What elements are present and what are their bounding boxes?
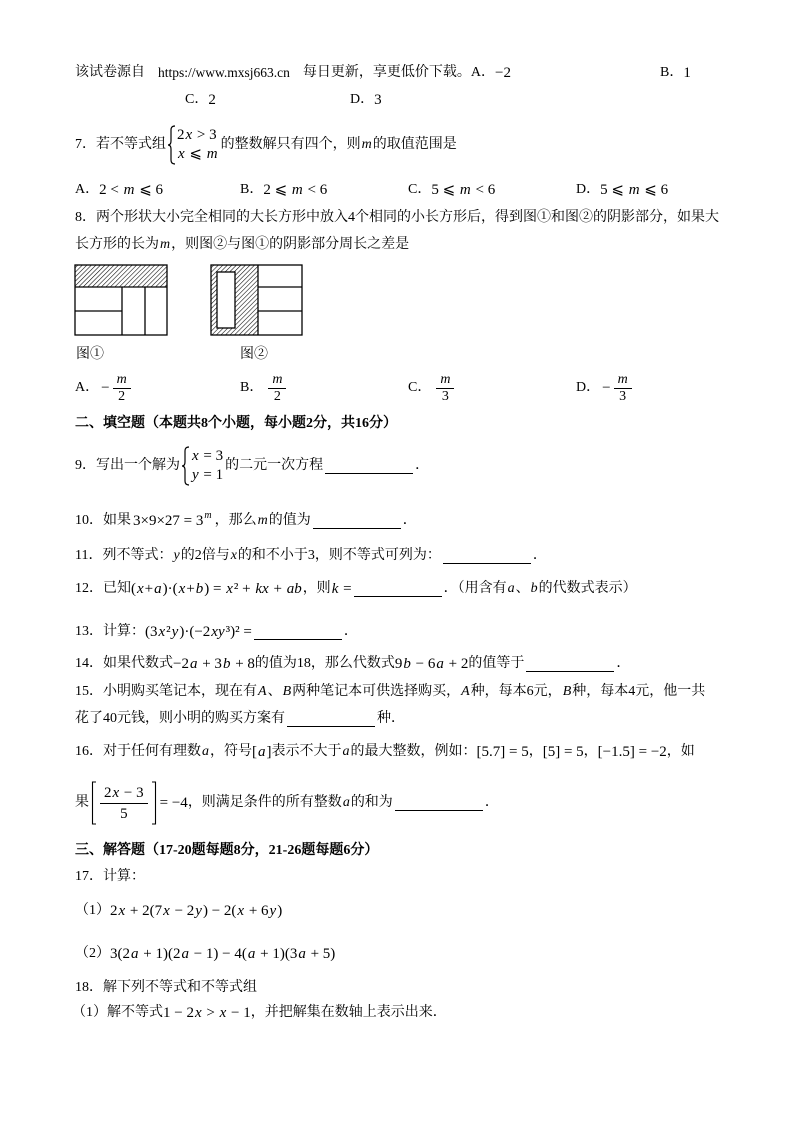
option-value: 3 (374, 92, 382, 108)
option-label: B． (240, 380, 264, 395)
question-16-line-2 (75, 780, 499, 826)
option-fraction (436, 372, 454, 405)
option-label: D． (576, 380, 601, 395)
figure-1-label: 图① (76, 347, 104, 362)
expression-base: 3×9×27 = 3 (133, 513, 204, 529)
question-17-part-2 (75, 943, 335, 965)
q7-option-c (408, 180, 495, 200)
question-text: 已知 (103, 581, 131, 596)
q6-option-d (350, 90, 382, 110)
option-fraction (614, 372, 632, 405)
option-value: 1 (683, 65, 691, 81)
q8-option-a (75, 370, 134, 406)
math-expression (133, 511, 213, 531)
question-text: ，那么m的值为 (214, 513, 311, 528)
floor-fraction (100, 783, 148, 824)
question-text: 计算： (103, 624, 145, 639)
math-expression: k = (331, 581, 352, 597)
question-text: 解下列不等式和不等式组 (103, 980, 257, 995)
fraction-denominator: 2 (273, 388, 281, 404)
fraction-denominator: 5 (120, 805, 128, 822)
brace-icon (181, 446, 190, 486)
fraction-numerator: m (436, 372, 454, 389)
option-label: B． (240, 182, 264, 197)
question-number: 13． (75, 624, 103, 639)
separator: ， (528, 744, 543, 759)
question-number: 12． (75, 581, 103, 596)
answer-blank (443, 549, 531, 564)
answer-blank (526, 657, 614, 672)
header-line (75, 63, 511, 83)
option-label: A． (75, 380, 100, 395)
question-text: 表示不大于a的最大整数，例如： (271, 744, 477, 759)
q7-option-d (576, 180, 668, 200)
equation-system (181, 446, 223, 486)
question-8-line-1 (75, 208, 719, 228)
question-15-line-2 (75, 709, 405, 729)
question-end: ． (343, 624, 358, 639)
shaded-region (75, 265, 167, 287)
q8-option-d (576, 370, 635, 406)
option-label: C． (185, 92, 209, 107)
question-15-line-1 (75, 682, 705, 702)
q6-option-b (660, 63, 691, 83)
question-text: 写出一个解为 (96, 458, 180, 473)
exponent: m (204, 510, 212, 521)
q7-option-a (75, 180, 163, 200)
question-text: 两个形状大小完全相同的大长方形中放入4个相同的小长方形后，得到图①和图②的阴影部分，如果大 (96, 210, 719, 225)
option-value: 2 (208, 92, 216, 108)
option-value: 5 ⩽ m ⩽ 6 (600, 182, 669, 198)
question-end: ． (402, 513, 417, 528)
part-label: （1） (72, 1005, 107, 1020)
option-sign: − (602, 380, 611, 396)
figure-2 (210, 264, 305, 337)
answer-blank (395, 796, 483, 811)
question-text: 长方形的长为m，则图②与图①的阴影部分周长之差是 (75, 237, 410, 252)
option-label: C． (408, 182, 432, 197)
question-text: 果 (75, 795, 89, 810)
brace-icon (167, 125, 176, 165)
part-label: （1） (75, 903, 110, 918)
separator: ， (583, 744, 598, 759)
question-17-part-1 (75, 900, 282, 922)
question-text: 若不等式组 (96, 137, 166, 152)
option-sign: − (101, 380, 110, 396)
question-text: 对于任何有理数a，符号 (103, 744, 252, 759)
question-9 (75, 445, 429, 487)
math-expression: 3(2a + 1)(2a − 1) − 4(a + 1)(3a + 5) (110, 946, 336, 962)
question-text: ，则满足条件的所有整数a的和为 (187, 795, 393, 810)
question-text: ，则 (302, 581, 331, 596)
answer-blank (287, 712, 375, 727)
system-row: 2x > 3 (177, 127, 217, 143)
question-text: 解不等式 (107, 1005, 163, 1020)
answer-blank (313, 514, 401, 529)
option-value: 2 ⩽ m < 6 (263, 182, 328, 198)
question-end: ． (532, 548, 547, 563)
question-text: 小明购买笔记本，现在有A、B两种笔记本可供选择购买，A种，每本6元，B种，每本4元，他一共 (103, 684, 706, 699)
fraction-denominator: 3 (619, 388, 627, 404)
option-label: C． (408, 380, 432, 395)
q8-option-b (240, 370, 289, 406)
promo-text: 每日更新，享更低价下载。 (302, 65, 471, 80)
question-10 (75, 511, 417, 531)
fraction-numerator: m (268, 372, 286, 389)
fraction-numerator: m (614, 372, 632, 389)
question-number: 11． (75, 548, 103, 563)
question-text: 如果代数式 (103, 656, 173, 671)
math-expression: [a] (252, 744, 272, 760)
option-label: D． (350, 92, 375, 107)
question-end: ．（用含有a、b的代数式表示） (443, 581, 637, 596)
option-label: A． (75, 182, 100, 197)
q6-option-c (185, 90, 216, 110)
example-expression: [−1.5] = −2 (597, 744, 667, 760)
figure-2-label: 图② (240, 347, 268, 362)
question-text: 的值为18，那么代数式 (254, 656, 395, 671)
option-value: 5 ⩽ m < 6 (431, 182, 496, 198)
figure-1 (74, 264, 169, 337)
math-expression: (3x²y)·(−2xy³)² = (145, 624, 252, 640)
question-text: 列不等式：y的2倍与x的和不小于3，则不等式可列为： (102, 548, 441, 563)
system-row: y = 1 (192, 467, 224, 483)
question-number: 7． (75, 137, 96, 152)
q8-option-c (408, 370, 457, 406)
question-8-line-2 (75, 235, 409, 255)
question-7 (75, 124, 457, 166)
question-end: ． (415, 458, 430, 473)
system-row: x = 3 (192, 448, 224, 464)
source-url: https://www.mxsj663.cn (158, 65, 290, 80)
question-end: 种． (377, 711, 405, 726)
question-11 (75, 546, 547, 566)
option-value: −2 (495, 65, 511, 81)
small-rectangle (217, 272, 235, 328)
math-expression: 9b − 6a + 2 (394, 656, 469, 672)
question-text: 的值等于 (468, 656, 525, 671)
math-expression: 2x + 2(7x − 2y) − 2(x + 6y) (110, 903, 283, 919)
option-value: 2 < m ⩽ 6 (99, 182, 164, 198)
option-fraction (268, 372, 286, 405)
question-number: 9． (75, 458, 96, 473)
fraction-denominator: 3 (441, 388, 449, 404)
question-end: ． (484, 795, 499, 810)
section-2-title: 二、填空题（本题共8个小题，每小题2分，共16分） (75, 416, 397, 431)
answer-blank (254, 625, 342, 640)
part-label: （2） (75, 946, 110, 961)
question-number: 17． (75, 869, 103, 884)
question-13 (75, 620, 358, 644)
question-text: 计算： (103, 869, 145, 884)
math-expression: = −4 (159, 795, 188, 811)
option-label: B． (660, 65, 684, 80)
question-17 (75, 867, 145, 887)
option-label: A． (470, 65, 496, 80)
answer-blank (325, 459, 413, 474)
fraction-denominator: 2 (118, 388, 126, 404)
fraction-numerator: m (113, 372, 131, 389)
math-expression: −2a + 3b + 8 (173, 656, 255, 672)
question-text: 的整数解只有四个，则m的取值范围是 (220, 137, 457, 152)
question-number: 8． (75, 210, 96, 225)
q7-option-b (240, 180, 327, 200)
q6-option-a (471, 63, 511, 83)
system-row: x ⩽ m (178, 146, 218, 162)
fraction-numerator: 2x − 3 (100, 783, 148, 804)
math-expression: (x+a)·(x+b) = x² + kx + ab (131, 581, 302, 597)
answer-blank (354, 582, 442, 597)
question-text: 的二元一次方程 (225, 458, 324, 473)
question-text: 如果 (103, 513, 131, 528)
question-end: ． (616, 656, 631, 671)
question-number: 14． (75, 656, 103, 671)
source-label: 该试卷源自 (75, 65, 145, 80)
question-18-part-1 (72, 1003, 447, 1023)
math-expression: 1 − 2x > x − 1 (163, 1005, 251, 1021)
left-bracket-icon (91, 781, 97, 825)
right-bracket-icon (151, 781, 157, 825)
example-expression: [5] = 5 (542, 744, 584, 760)
section-3-title: 三、解答题（17-20题每题8分，21-26题每题6分） (75, 843, 379, 858)
inequality-system (167, 125, 219, 165)
question-text: 花了40元钱，则小明的购买方案有 (75, 711, 285, 726)
example-expression: [5.7] = 5 (476, 744, 529, 760)
option-label: D． (576, 182, 601, 197)
question-text: ，如 (666, 744, 695, 759)
question-14 (75, 654, 630, 674)
question-number: 15． (75, 684, 103, 699)
question-18 (75, 978, 257, 998)
question-number: 16． (75, 744, 103, 759)
question-number: 18． (75, 980, 103, 995)
question-16-line-1 (75, 742, 695, 762)
option-fraction (113, 372, 131, 405)
question-number: 10． (75, 513, 103, 528)
question-text: ，并把解集在数轴上表示出来． (250, 1005, 447, 1020)
question-12 (75, 579, 637, 599)
